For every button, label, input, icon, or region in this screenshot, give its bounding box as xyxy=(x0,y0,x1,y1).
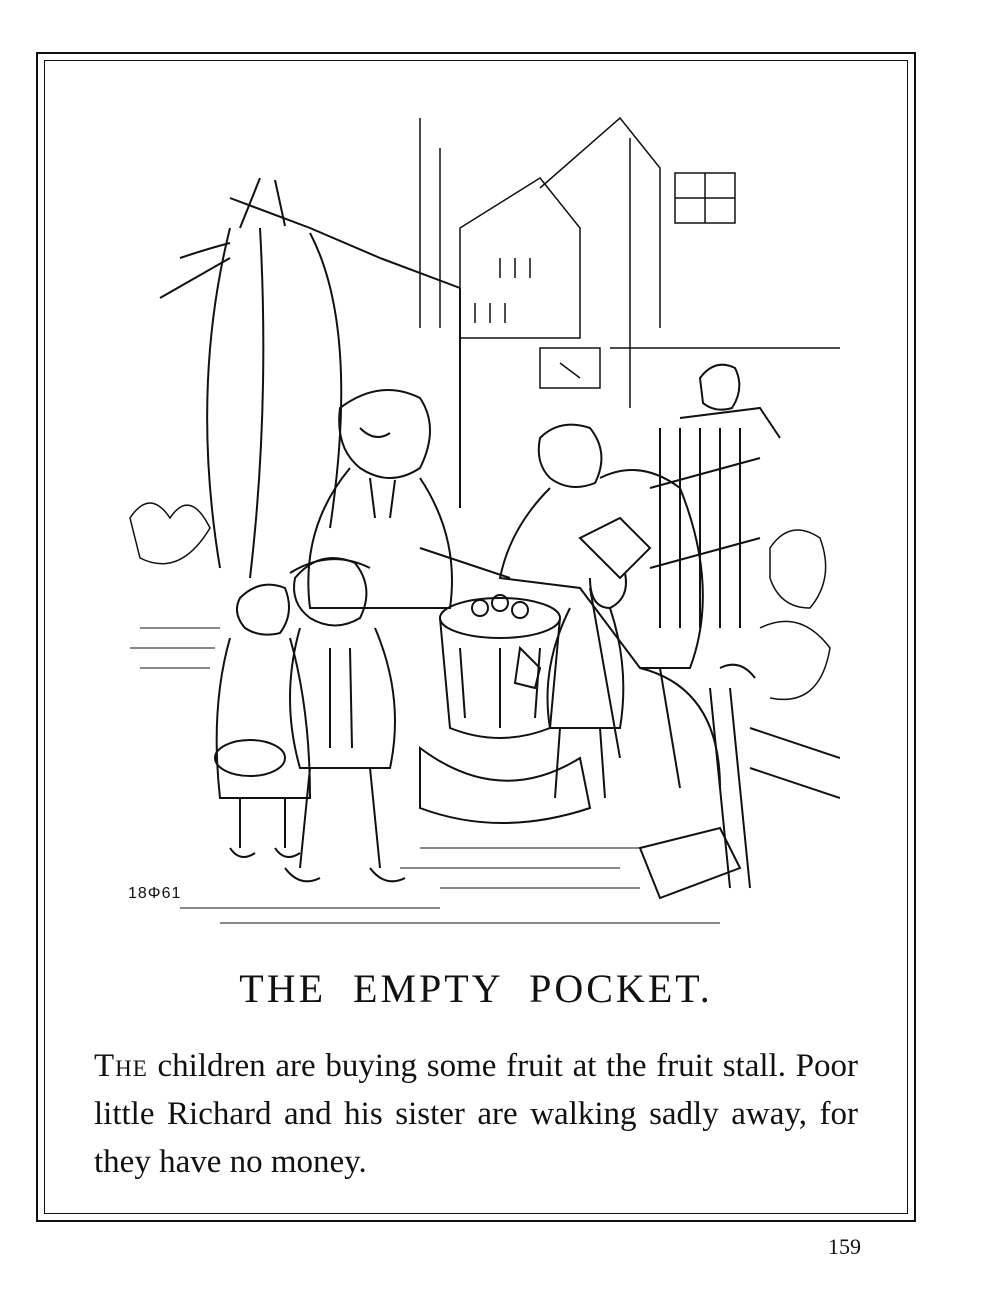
story-title: THE EMPTY POCKET. xyxy=(239,966,713,1011)
child-buying-fruit xyxy=(515,518,650,798)
page-number: 159 xyxy=(828,1234,861,1259)
story-body: children are buying some fruit at the fruit stall. Poor little Richard and his sister are walking sadly away, for they have no money. xyxy=(94,1048,858,1180)
artist-signature: 18Φ61 xyxy=(128,885,182,902)
engraving-illustration xyxy=(120,108,840,938)
fruit-basket xyxy=(420,595,590,823)
flower-bushes xyxy=(130,503,830,699)
boy-richard xyxy=(285,558,405,881)
old-woman-vendor xyxy=(308,390,510,608)
boy-behind-fence xyxy=(650,365,780,628)
story-lead-word: The xyxy=(94,1048,148,1084)
wooden-post xyxy=(640,665,840,898)
background-buildings xyxy=(420,118,840,408)
story-text xyxy=(94,1042,858,1186)
girl-walking-away xyxy=(215,585,310,857)
